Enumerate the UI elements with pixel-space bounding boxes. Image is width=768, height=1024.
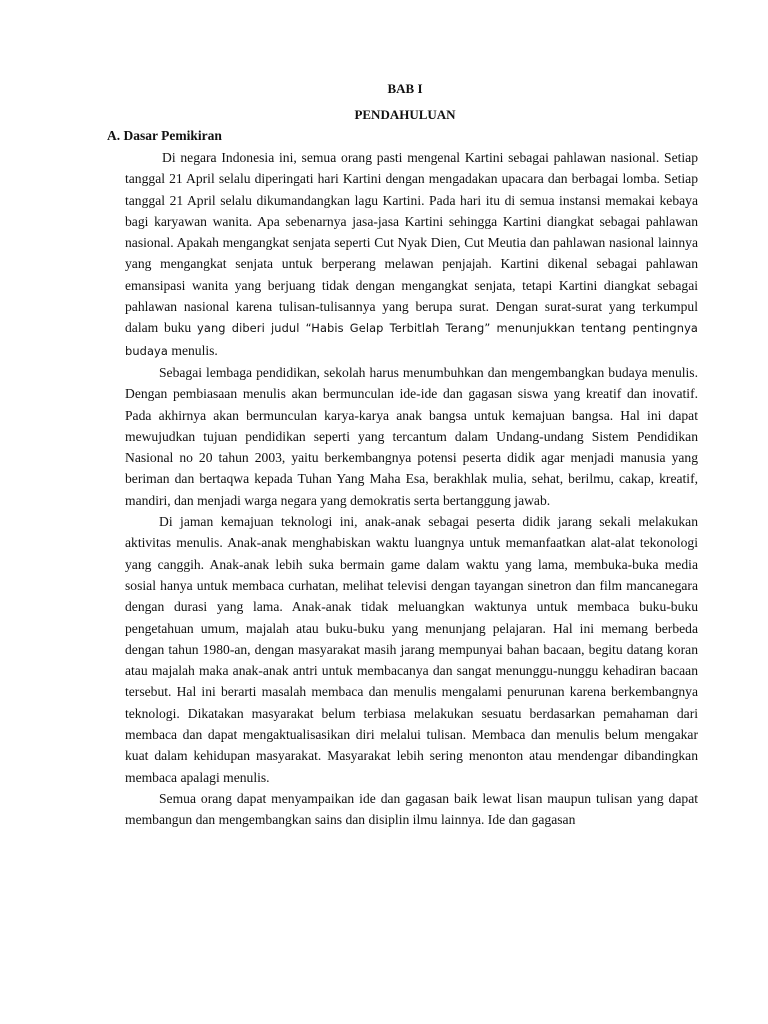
paragraph-1-end: menulis.	[167, 342, 218, 358]
paragraph-3: Di jaman kemajuan teknologi ini, anak-anak sebagai peserta didik jarang sekali melakukan aktivitas menulis. Anak-anak menghabiskan waktu luangnya untuk memanfaatkan alat-alat tekonologi yang canggih. Anak-anak lebih suka bermain game dalam waktu yang lama, membuka-buka media sosial hanya untuk membaca curhatan, melihat televisi dengan tayangan sinetron dan film mancanegara dengan durasi yang lama. Anak-anak tidak meluangkan waktunya untuk membaca buku-buku pengetahuan umum, majalah atau buku-buku yang menunjang pelajaran. Hal ini memang berbeda dengan tahun 1980-an, dengan masyarakat masih jarang mempunyai bahan bacaan, begitu datang koran atau majalah maka anak-anak antri untuk membacanya dan sangat menunggu-nunggu kehadiran bacaan tersebut. Hal ini berarti masalah membaca dan menulis mengalami penurunan karena berkembangnya teknologi. Dikatakan masyarakat belum terbiasa melakukan sesuatu berdasarkan pemahaman dari membaca dan dapat mengaktualisasikan diri melalui tulisan. Membaca dan menulis belum mengakar kuat dalam kehidupan masyarakat. Masyarakat lebih sering menonton atau mendengar dibandingkan membaca apalagi menulis.	[125, 514, 698, 785]
section-heading: A. Dasar Pemikiran	[107, 128, 222, 143]
paragraph-1-text: Di negara Indonesia ini, semua orang pasti mengenal Kartini sebagai pahlawan nasional. Setiap tanggal 21 April selalu diperingati hari Kartini dengan mengadakan upacara dan berbagai lomba. Setiap tanggal 21 April selalu dikumandangkan lagu Kartini. Pada hari itu di semua instansi memakai kebaya bagi karyawan wanita. Apa sebenarnya jasa-jasa Kartini sehingga Kartini diangkat sebagai pahlawan nasional. Apakah mengangkat senjata seperti Cut Nyak Dien, Cut Meutia dan pahlawan nasional lainnya yang mengangkat senjata untuk berperang melawan penjajah. Kartini dikenal sebagai pahlawan emansipasi wanita yang berjuang tidak dengan mengangkat senjata, tetapi Kartini diangkat sebagai pahlawan nasional karena tulisan-tulisannya yang berupa surat. Dengan surat-surat yang terkumpul dalam buku	[125, 150, 698, 336]
chapter-title: PENDAHULUAN	[354, 107, 456, 122]
document-body	[125, 147, 698, 831]
paragraph-2: Sebagai lembaga pendidikan, sekolah harus menumbuhkan dan mengembangkan budaya menulis. Dengan pembiasaan menulis akan bermunculan ide-ide dan gagasan siswa yang kreatif dan inovatif. Pada akhirnya akan bermunculan karya-karya anak bangsa untuk kemajuan bangsa. Hal ini dapat mewujudkan tujuan pendidikan seperti yang tercantum dalam Undang-undang Sistem Pendidikan Nasional no 20 tahun 2003, yaitu berkembangnya potensi peserta didik agar menjadi manusia yang beriman dan bertaqwa kepada Tuhan Yang Maha Esa, berakhlak mulia, sehat, berilmu, cakap, kreatif, mandiri, dan menjadi warga negara yang demokratis serta bertanggung jawab.	[125, 364, 698, 508]
paragraph-4: Semua orang dapat menyampaikan ide dan gagasan baik lewat lisan maupun tulisan yang dapat membangun dan mengembangkan sains dan disiplin ilmu lainnya. Ide dan gagasan	[125, 790, 698, 828]
paragraph-1	[125, 147, 698, 362]
chapter-label: BAB I	[387, 81, 423, 96]
book-title-sentence: yang diberi judul “Habis Gelap Terbitlah Terang” menunjukkan tentang pentingnya budaya	[125, 321, 698, 358]
